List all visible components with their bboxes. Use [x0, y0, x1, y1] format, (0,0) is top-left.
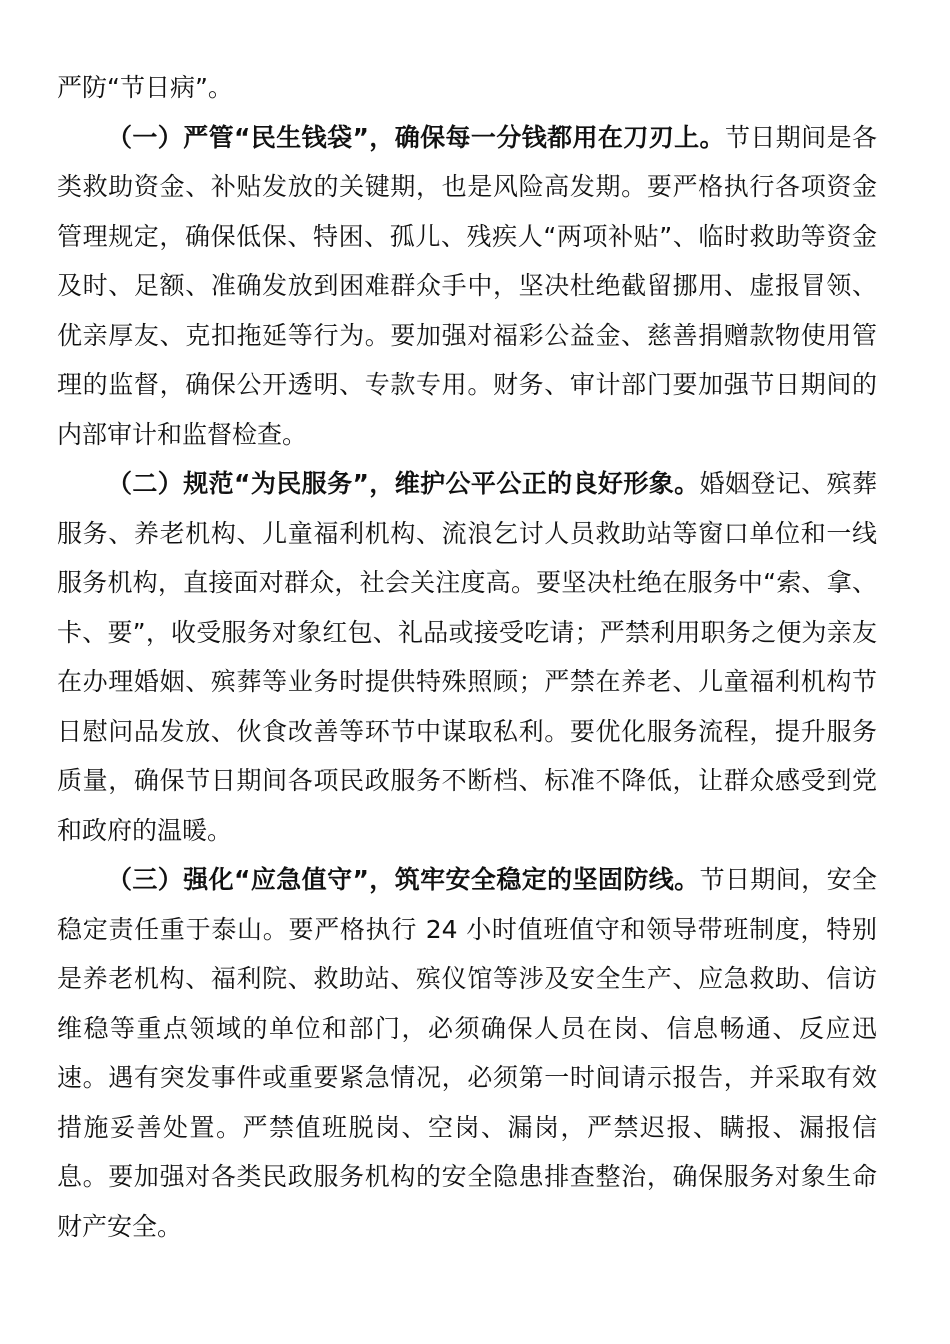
document-page: [57, 63, 877, 1251]
section-three-paragraph: [57, 855, 877, 1251]
section-one-paragraph: [57, 113, 877, 460]
section-two-heading: （二）规范“为民服务”，维护公平公正的良好形象。: [107, 469, 700, 498]
section-three-body: 节日期间，安全稳定责任重于泰山。要严格执行 24 小时值班值守和领导带班制度，特别是养老机构、福利院、救助站、殡仪馆等涉及安全生产、应急救助、信访维稳等重点领域的单位和部门，必须确保人员在岗、信息畅通、反应迅速。遇有突发事件或重要紧急情况，必须第一时间请示报告，并采取有效措施妥善处置。严禁值班脱岗、空岗、漏岗，严禁迟报、瞒报、漏报信息。要加强对各类民政服务机构的安全隐患排查整治，确保服务对象生命财产安全。: [57, 865, 877, 1241]
section-three-heading: （三）强化“应急值守”，筑牢安全稳定的坚固防线。: [107, 865, 700, 894]
section-one-heading: （一）严管“民生钱袋”，确保每一分钱都用在刀刃上。: [107, 122, 725, 152]
section-two-paragraph: [57, 459, 877, 855]
intro-text: 严防“节日病”。: [57, 73, 233, 102]
section-one-body: 节日期间是各类救助资金、补贴发放的关键期，也是风险高发期。要严格执行各项资金管理规定，确保低保、特困、孤儿、残疾人“两项补贴”、临时救助等资金及时、足额、准确发放到困难群众手中，坚决杜绝截留挪用、虚报冒领、优亲厚友、克扣拖延等行为。要加强对福彩公益金、慈善捐赠款物使用管理的监督，确保公开透明、专款专用。财务、审计部门要加强节日期间的内部审计和监督检查。: [57, 122, 877, 449]
intro-paragraph: [57, 63, 877, 113]
section-two-body: 婚姻登记、殡葬服务、养老机构、儿童福利机构、流浪乞讨人员救助站等窗口单位和一线服务机构，直接面对群众，社会关注度高。要坚决杜绝在服务中“索、拿、卡、要”，收受服务对象红包、礼品或接受吃请；严禁利用职务之便为亲友在办理婚姻、殡葬等业务时提供特殊照顾；严禁在养老、儿童福利机构节日慰问品发放、伙食改善等环节中谋取私利。要优化服务流程，提升服务质量，确保节日期间各项民政服务不断档、标准不降低，让群众感受到党和政府的温暖。: [57, 469, 877, 845]
